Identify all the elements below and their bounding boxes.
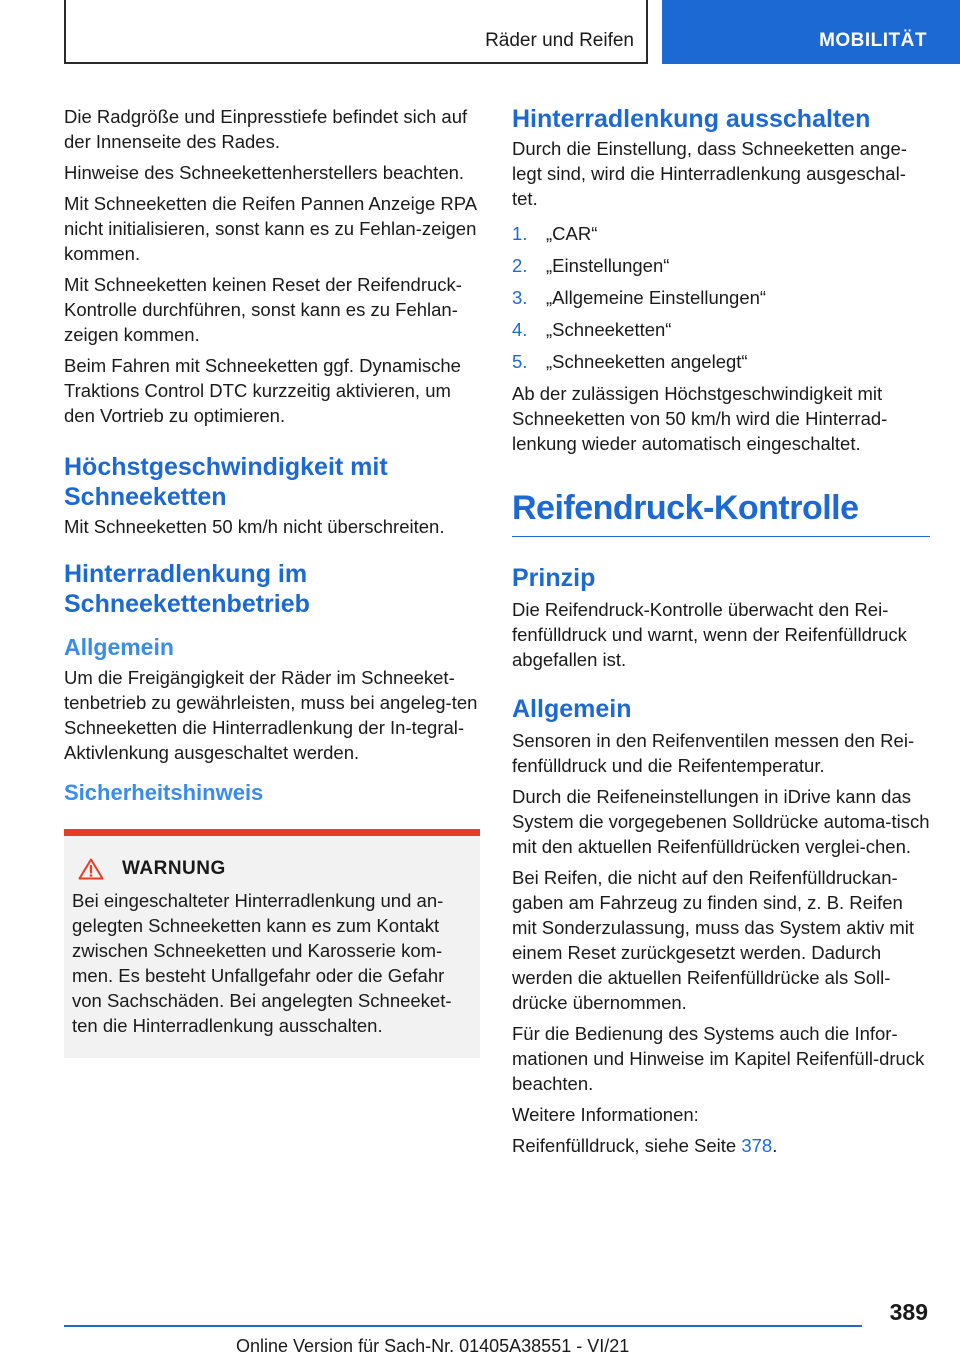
- intro-paragraph: Mit Schneeketten keinen Reset der Reifendruck-Kontrolle durchführen, sonst kann es zu Fehlan-zeigen kommen.: [64, 274, 462, 345]
- intro-paragraph: Die Radgröße und Einpresstiefe befindet sich auf der Innenseite des Rades.: [64, 106, 468, 152]
- general-paragraph: Für die Bedienung des Systems auch die Infor-mationen und Hinweise im Kapitel Reifenfüll-druck beachten.: [512, 1023, 925, 1094]
- header-title-box: [64, 0, 648, 64]
- general-paragraph: Durch die Reifeneinstellungen in iDrive kann das System die vorgegebenen Solldrücke automa-tisch mit den aktuellen Reifenfülldrücken verglei-chen.: [512, 786, 930, 857]
- page-number: 389: [889, 1299, 928, 1325]
- rear-steering-off-text: Durch die Einstellung, dass Schneeketten ange-legt sind, wird die Hinterradlenkung ausgeschal-tet.: [512, 138, 907, 209]
- warning-box: [64, 829, 480, 1058]
- list-item: 5. „Schneeketten angelegt“: [512, 351, 748, 372]
- general-paragraph: Sensoren in den Reifenventilen messen den Rei-fenfülldruck und die Reifentemperatur.: [512, 730, 915, 776]
- principle-heading: Prinzip: [512, 564, 596, 592]
- general-paragraph: Bei Reifen, die nicht auf den Reifenfülldruckan-gaben am Fahrzeug zu finden sind, z. B. Reifen mit Sonderzulassung, muss das System aktiv mit einem Reset zurückgesetzt werden. Dadurch werden die aktuellen Reifenfülldrücke als Soll-drücke übernommen.: [512, 867, 915, 1013]
- safety-heading: Sicherheitshinweis: [64, 780, 264, 805]
- header-section: MOBILITÄT: [819, 30, 927, 51]
- speed-heading: Höchstgeschwindigkeit mit Schneeketten: [64, 453, 388, 511]
- general-text: Um die Freigängigkeit der Räder im Schneeket-tenbetrieb zu gewährleisten, muss bei angeleg-ten Schneeketten die Hinterradlenkung der In-tegral-Aktivlenkung ausgeschaltet werden.: [64, 667, 478, 763]
- header-section-box: [662, 0, 960, 64]
- footer-divider: [64, 1325, 862, 1327]
- rear-steering-heading: Hinterradlenkung im Schneekettenbetrieb: [64, 560, 310, 618]
- left-column: [64, 104, 480, 1058]
- right-column: [512, 104, 930, 1164]
- list-item: 3. „Allgemeine Einstellungen“: [512, 287, 767, 308]
- intro-paragraph: Hinweise des Schneekettenherstellers beachten.: [64, 162, 465, 183]
- speed-text: Mit Schneeketten 50 km/h nicht überschreiten.: [64, 516, 445, 537]
- warning-label: WARNUNG: [122, 858, 226, 879]
- page-link[interactable]: 378: [741, 1135, 773, 1156]
- warning-triangle-icon: [78, 858, 104, 880]
- list-item: 2. „Einstellungen“: [512, 255, 670, 276]
- principle-text: Die Reifendruck-Kontrolle überwacht den Rei-fenfülldruck und warnt, wenn der Reifenfülldruck abgefallen ist.: [512, 599, 907, 670]
- rear-steering-off-heading: Hinterradlenkung ausschalten: [512, 105, 871, 133]
- intro-paragraph: Beim Fahren mit Schneeketten ggf. Dynamische Traktions Control DTC kurzzeitig aktivieren, um den Vortrieb zu optimieren.: [64, 355, 461, 426]
- page-reference: Reifenfülldruck, siehe Seite 378.: [512, 1135, 778, 1156]
- list-item: 4. „Schneeketten“: [512, 319, 672, 340]
- header-title: Räder und Reifen: [485, 30, 634, 51]
- warning-text: Bei eingeschalteter Hinterradlenkung und an-gelegten Schneeketten kann es zum Kontakt zwischen Schneeketten und Karosserie kom-men. Es besteht Unfallgefahr oder die Gefahr von Sachschäden. Bei angelegten Schneeket-ten die Hinterradlenkung ausschalten.: [72, 890, 452, 1036]
- general-paragraph: Weitere Informationen:: [512, 1104, 699, 1125]
- general-heading: Allgemein: [64, 634, 174, 660]
- intro-paragraph: Mit Schneeketten die Reifen Pannen Anzeige RPA nicht initialisieren, sonst kann es zu Fehlan-zeigen kommen.: [64, 193, 477, 264]
- after-steps-text: Ab der zulässigen Höchstgeschwindigkeit mit Schneeketten von 50 km/h wird die Hinterrad-lenkung wieder automatisch eingeschaltet.: [512, 383, 888, 454]
- main-heading: Reifendruck-Kontrolle: [512, 486, 930, 537]
- general-heading-right: Allgemein: [512, 695, 632, 723]
- footer-text: Online Version für Sach-Nr. 01405A38551 - VI/21: [236, 1336, 630, 1356]
- warning-header: [72, 858, 472, 880]
- steps-list: [512, 221, 930, 374]
- list-item: 1. „CAR“: [512, 223, 598, 244]
